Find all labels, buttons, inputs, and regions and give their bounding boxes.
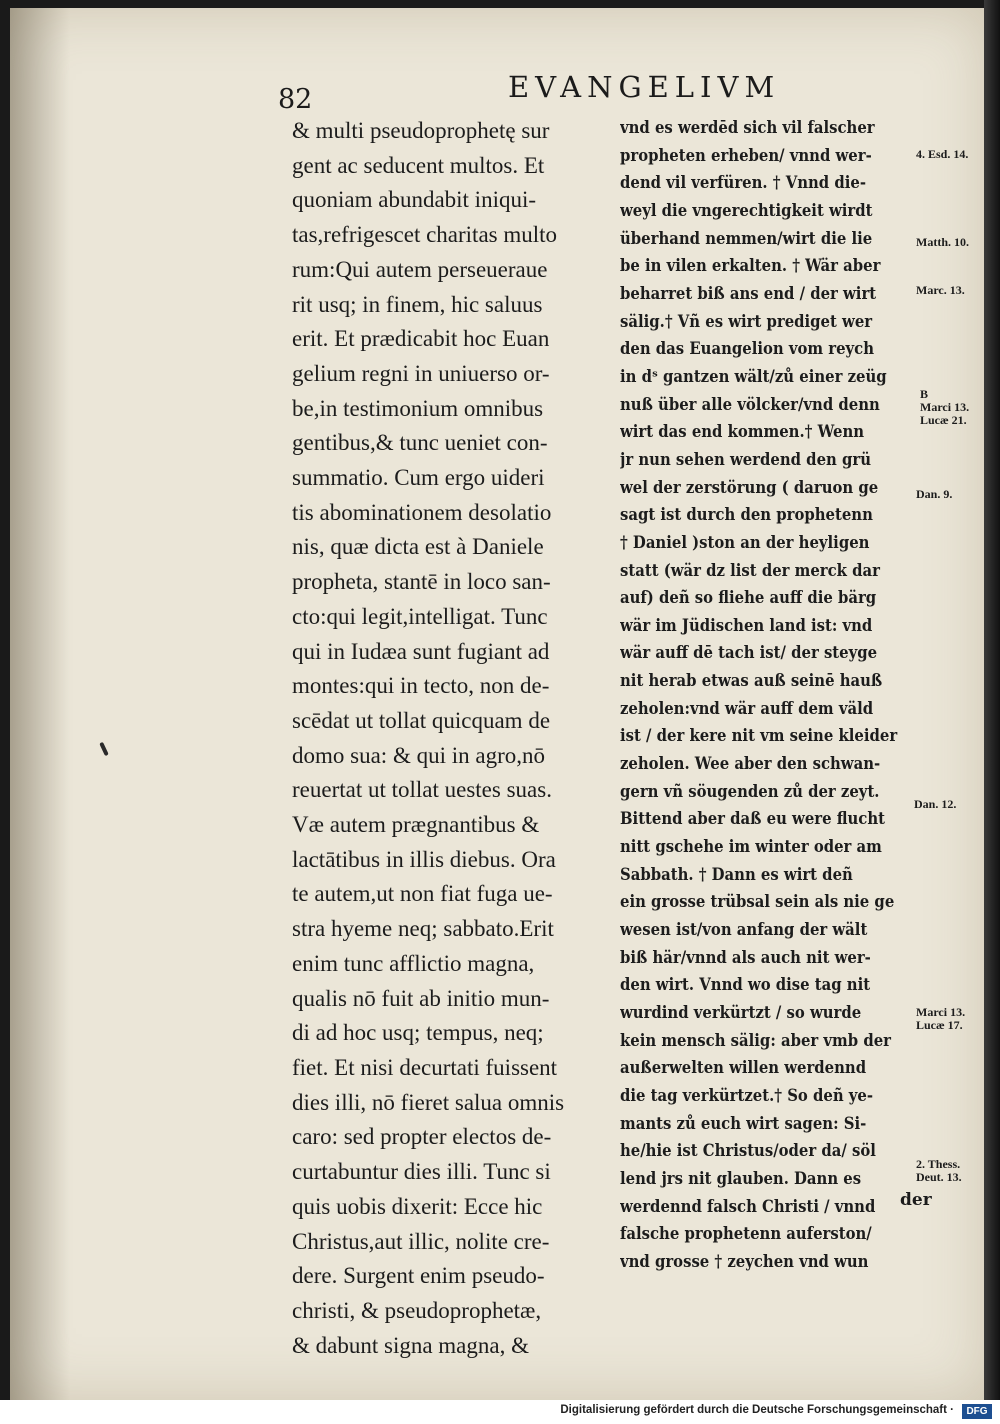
- latin-text-line: cto:qui legit,intelligat. Tunc: [292, 603, 548, 629]
- latin-text-line: reuertat ut tollat uestes suas.: [292, 777, 552, 803]
- latin-text-line: qualis nō fuit ab initio mun-: [292, 985, 550, 1011]
- german-text-line: vnd es werdēd sich vil falscher: [620, 118, 875, 137]
- german-text-line: statt (wär dz list der merck dar: [620, 560, 880, 580]
- latin-text-line: be,in testimonium omnibus: [292, 395, 544, 421]
- latin-text-line: curtabuntur dies illi. Tunc si: [292, 1159, 551, 1185]
- latin-text-line: rit usq; in finem, hic saluus: [292, 291, 543, 317]
- dfg-logo[interactable]: DFG: [962, 1404, 992, 1419]
- german-text-line: mants zů euch wirt sagen: Si-: [620, 1113, 867, 1133]
- german-text-line: wesen ist/von anfang der wält: [620, 920, 868, 940]
- german-text-line: lend jrs nit glauben. Dann es: [620, 1168, 862, 1188]
- margin-note: Deut. 13.: [916, 1170, 962, 1184]
- margin-note: 2. Thess.: [916, 1157, 961, 1171]
- latin-text-line: stra hyeme neq; sabbato.Erit: [292, 916, 554, 942]
- margin-note: Marci 13.: [916, 1005, 966, 1019]
- german-text-line: jr nun sehen werdend den grü: [620, 449, 871, 469]
- scan-edge: [984, 0, 1000, 1400]
- latin-text-line: erit. Et prædicabit hoc Euan: [292, 326, 550, 352]
- german-text-line: biß här/vnnd als auch nit wer-: [620, 947, 871, 967]
- german-text-line: ein grosse trübsal sein als nie ge: [620, 892, 895, 912]
- german-text-line: nuß über alle völcker/vnd denn: [620, 394, 880, 414]
- german-text-line: falsche prophetenn auferston/: [620, 1224, 872, 1244]
- margin-note: Marci 13.: [920, 400, 970, 414]
- german-text-line: wurdind verkürtzt / so wurde: [620, 1003, 862, 1022]
- latin-text-line: montes:qui in tecto, non de-: [292, 673, 550, 699]
- german-text-line: † Daniel )ston an der heyligen: [620, 532, 870, 552]
- german-text-line: außerwelten willen werdennd: [620, 1058, 867, 1078]
- margin-note: Marc. 13.: [916, 283, 965, 297]
- margin-note: 4. Esd. 14.: [916, 147, 969, 161]
- german-text-line: die tag verkürtzet.† So deñ ye-: [620, 1085, 874, 1105]
- german-text-line: wel der zerstörung ( daruon ge: [620, 477, 879, 497]
- running-head: EVANGELIVM: [508, 70, 781, 104]
- latin-text-line: summatio. Cum ergo uideri: [292, 465, 545, 491]
- german-text-line: überhand nemmen/wirt die lie: [620, 228, 873, 248]
- latin-text-line: nis, quæ dicta est à Daniele: [292, 534, 544, 560]
- german-text-line: Sabbath. † Dann es wirt deñ: [620, 864, 853, 884]
- latin-text-line: dere. Surgent enim pseudo-: [292, 1263, 545, 1289]
- german-text-line: ist / der kere nit vm seine kleider: [620, 726, 898, 746]
- latin-text-line: & multi pseudoprophetę sur: [292, 118, 550, 143]
- gutter-shadow: [10, 8, 70, 1400]
- latin-text-line: Væ autem prægnantibus &: [292, 812, 540, 838]
- german-text-line: dend vil verfüren. † Vnnd die-: [620, 173, 867, 193]
- german-text-line: auf) deñ so fliehe auff die bärg: [620, 588, 877, 608]
- latin-text-line: gelium regni in uniuerso or-: [292, 360, 550, 386]
- german-column: [620, 114, 904, 1276]
- margin-note: B: [920, 387, 929, 401]
- latin-text-line: di ad hoc usq; tempus, neq;: [292, 1020, 544, 1046]
- german-text-line: sälig.† Vñ es wirt prediget wer: [620, 311, 873, 331]
- german-text-line: wär auff dē tach ist/ der steyge: [620, 643, 878, 663]
- german-text-line: in dˢ gantzen wält/zů einer zeüg: [620, 366, 887, 386]
- latin-text-line: te autem,ut non fiat fuga ue-: [292, 881, 553, 907]
- latin-text-line: qui in Iudæa sunt fugiant ad: [292, 638, 550, 664]
- german-text-line: wär im Jüdischen land ist: vnd: [620, 615, 873, 635]
- german-text-line: propheten erheben/ vnnd wer-: [620, 145, 872, 165]
- margin-note: Dan. 12.: [914, 797, 957, 811]
- german-text-line: beharret biß ans end / der wirt: [620, 283, 877, 303]
- latin-text-line: dies illi, nō fieret salua omnis: [292, 1089, 565, 1115]
- funding-notice: Digitalisierung gefördert durch die Deutsche Forschungsgemeinschaft ·: [560, 1404, 954, 1416]
- german-text-line: be in vilen erkalten. † Wär aber: [620, 256, 881, 276]
- latin-text-line: tis abominationem desolatio: [292, 499, 552, 525]
- latin-text-line: Christus,aut illic, nolite cre-: [292, 1228, 550, 1254]
- german-text-line: werdennd falsch Christi / vnnd: [620, 1196, 876, 1216]
- german-text-line: zeholen:vnd wär auff dem väld: [620, 698, 874, 718]
- latin-text-line: quis uobis dixerit: Ecce hic: [292, 1193, 543, 1219]
- latin-text-line: christi, & pseudoprophetæ,: [292, 1297, 542, 1323]
- german-text-line: kein mensch sälig: aber vmb der: [620, 1030, 891, 1050]
- catchword: der: [900, 1190, 932, 1210]
- latin-text-line: caro: sed propter electos de-: [292, 1124, 552, 1150]
- latin-text-line: quoniam abundabit iniqui-: [292, 187, 537, 213]
- margin-note-group: [920, 388, 969, 427]
- latin-text-line: propheta, stantē in loco san-: [292, 569, 551, 595]
- german-text-line: sagt ist durch den prophetenn: [620, 505, 873, 525]
- book-page: [10, 8, 986, 1400]
- latin-text-line: scēdat ut tollat quicquam de: [292, 707, 551, 733]
- latin-text-line: tas,refrigescet charitas multo: [292, 222, 558, 248]
- margin-note-group: [916, 1006, 965, 1032]
- latin-text-line: gentibus,& tunc ueniet con-: [292, 430, 548, 456]
- latin-text-line: rum:Qui autem perseuerauе: [292, 256, 548, 282]
- german-text-line: den wirt. Vnnd wo dise tag nit: [620, 975, 871, 995]
- ink-mark: [99, 742, 109, 756]
- margin-note: Lucæ 21.: [920, 413, 967, 427]
- german-text-line: den das Euangelion vom reych: [620, 339, 875, 359]
- footer-bar: [0, 1400, 1000, 1424]
- latin-column: [292, 114, 622, 1363]
- german-text-line: he/hie ist Christus/oder da/ söl: [620, 1141, 876, 1161]
- latin-text-line: gent ac seducent multos. Et: [292, 152, 545, 178]
- margin-note: Lucæ 17.: [916, 1018, 963, 1032]
- german-text-line: nit herab etwas auß seinē hauß: [620, 671, 883, 691]
- german-text-line: gern vñ söugenden zů der zeyt.: [620, 781, 880, 801]
- page-number: 82: [278, 84, 313, 115]
- german-text-line: nitt gschehe im winter oder am: [620, 837, 882, 857]
- german-text-line: vnd grosse † zeychen vnd wun: [620, 1251, 869, 1271]
- german-text-line: zeholen. Wee aber den schwan-: [620, 754, 881, 774]
- margin-note: Matth. 10.: [916, 235, 969, 249]
- latin-text-line: & dabunt signa magna, &: [292, 1332, 529, 1358]
- latin-text-line: domo sua: & qui in agro,nō: [292, 742, 545, 768]
- margin-note: Dan. 9.: [916, 487, 953, 501]
- german-text-line: weyl die vngerechtigkeit wirdt: [620, 200, 873, 220]
- latin-text-line: fiet. Et nisi decurtati fuissent: [292, 1054, 558, 1080]
- latin-text-line: enim tunc afflictio magna,: [292, 950, 535, 976]
- german-text-line: Bittend aber daß eu were flucht: [620, 809, 886, 829]
- german-text-line: wirt das end kommen.† Wenn: [620, 422, 865, 442]
- margin-note-group: [916, 1158, 962, 1184]
- latin-text-line: lactātibus in illis diebus. Ora: [292, 846, 556, 872]
